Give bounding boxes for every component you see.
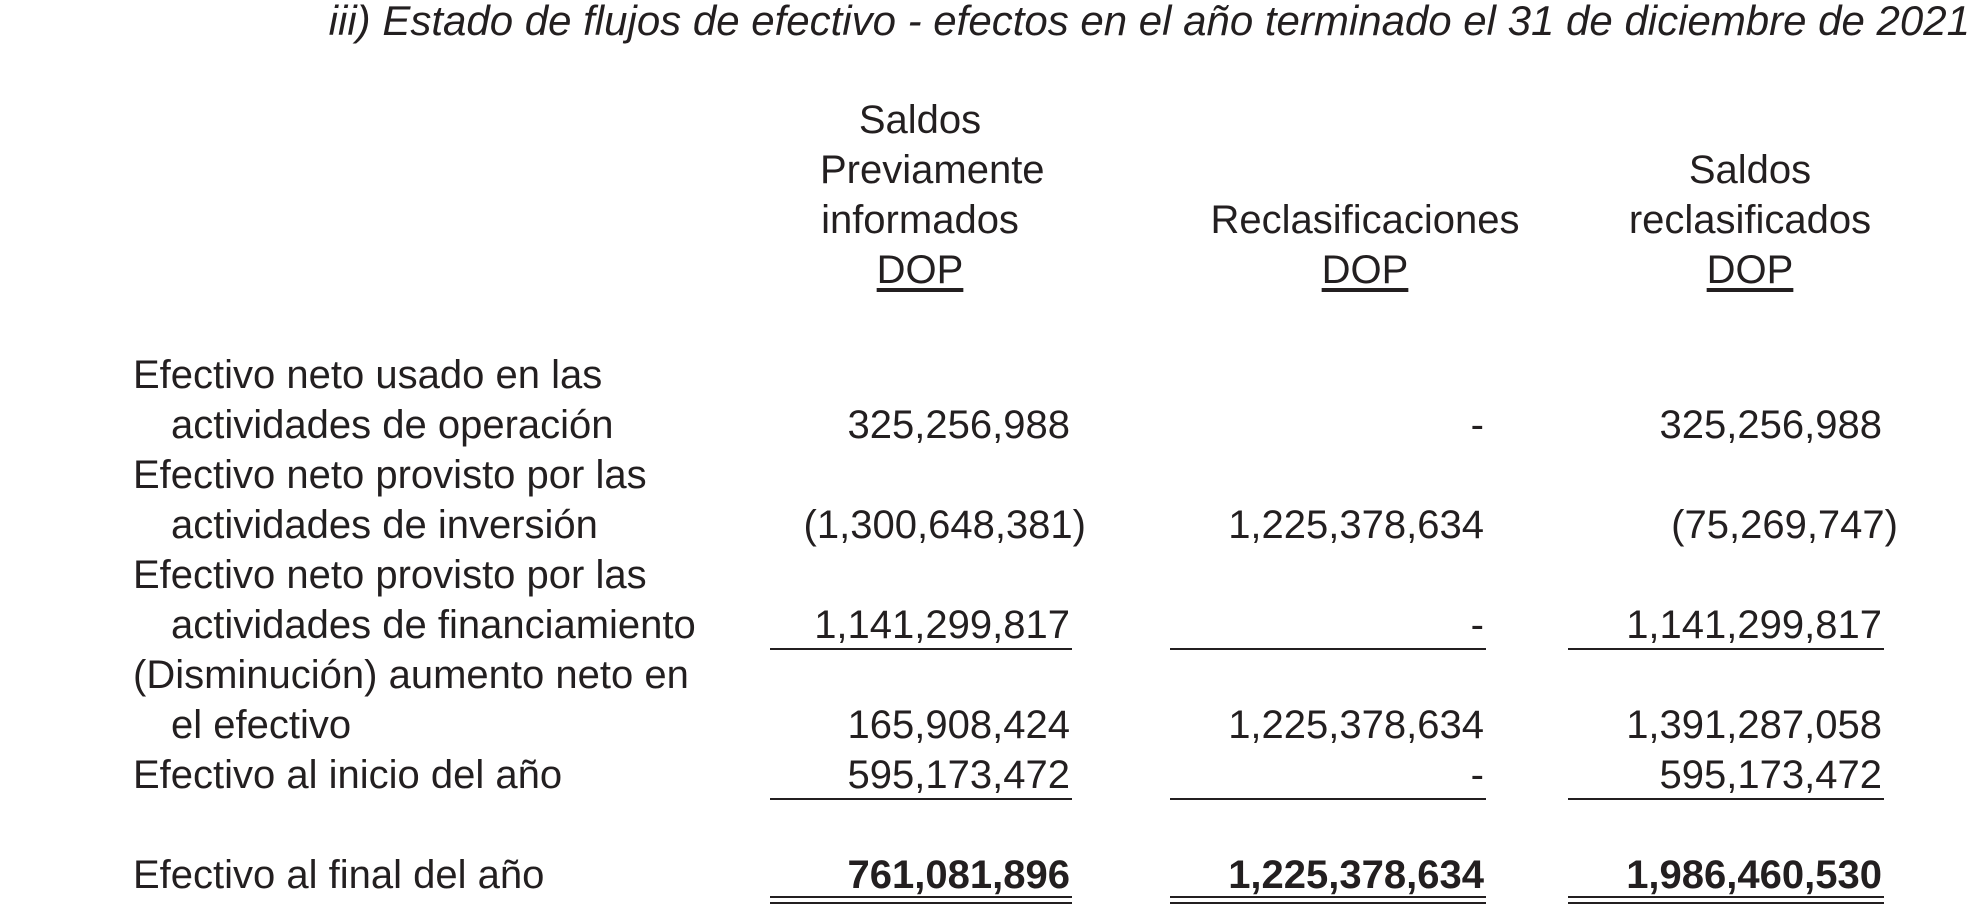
value-cell: 1,225,378,634 bbox=[1228, 503, 1484, 547]
statement-title: iii) Estado de flujos de efectivo - efectos en el año terminado el 31 de diciembre de 2021 bbox=[328, 0, 1970, 44]
column-currency: DOP bbox=[1321, 248, 1409, 292]
column-header-line: Previamente bbox=[820, 148, 1045, 192]
column-currency: DOP bbox=[1706, 248, 1794, 292]
total-double-rule bbox=[1170, 896, 1486, 904]
value-cell: 1,141,299,817 bbox=[814, 603, 1070, 647]
column-header-line: Saldos bbox=[1688, 148, 1812, 192]
subtotal-rule bbox=[1170, 798, 1486, 800]
value-cell: (75,269,747) bbox=[1671, 503, 1898, 547]
value-cell: (1,300,648,381) bbox=[803, 503, 1086, 547]
row-label-line: actividades de inversión bbox=[171, 503, 598, 547]
row-label-line: actividades de financiamiento bbox=[171, 603, 696, 647]
subtotal-rule bbox=[1170, 648, 1486, 650]
row-label-line: (Disminución) aumento neto en bbox=[133, 653, 689, 697]
total-double-rule bbox=[1568, 896, 1884, 904]
row-label-investing bbox=[133, 450, 647, 550]
column-header-line: informados bbox=[821, 198, 1019, 242]
total-value-cell: 761,081,896 bbox=[847, 853, 1070, 897]
column-header-line: Reclasificaciones bbox=[1210, 198, 1520, 242]
row-label-line: el efectivo bbox=[171, 703, 352, 747]
value-cell: - bbox=[1470, 753, 1484, 797]
total-double-rule bbox=[770, 896, 1072, 904]
subtotal-rule bbox=[770, 798, 1072, 800]
subtotal-rule bbox=[1568, 648, 1884, 650]
value-cell: 325,256,988 bbox=[847, 403, 1070, 447]
column-header-reclassifications bbox=[1200, 195, 1530, 295]
value-cell: - bbox=[1470, 603, 1484, 647]
row-label-line: Efectivo neto provisto por las bbox=[133, 453, 647, 497]
row-label-line: Efectivo neto provisto por las bbox=[133, 553, 647, 597]
row-label-line: actividades de operación bbox=[171, 403, 614, 447]
value-cell: 1,141,299,817 bbox=[1626, 603, 1882, 647]
value-cell: 1,391,287,058 bbox=[1626, 703, 1882, 747]
total-value-cell: 1,986,460,530 bbox=[1626, 853, 1882, 897]
column-currency: DOP bbox=[876, 248, 964, 292]
column-header-line: reclasificados bbox=[1628, 198, 1872, 242]
subtotal-rule bbox=[770, 648, 1072, 650]
value-cell: 595,173,472 bbox=[847, 753, 1070, 797]
value-cell: 165,908,424 bbox=[847, 703, 1070, 747]
column-header-previously-reported bbox=[820, 95, 1045, 295]
column-header-reclassified-balances bbox=[1600, 145, 1900, 295]
row-label-line: Efectivo al inicio del año bbox=[133, 753, 563, 797]
row-label-ending-cash bbox=[133, 850, 544, 900]
value-cell: 1,225,378,634 bbox=[1228, 703, 1484, 747]
row-label-net-change bbox=[133, 650, 689, 750]
row-label-line: Efectivo neto usado en las bbox=[133, 353, 603, 397]
subtotal-rule bbox=[1568, 798, 1884, 800]
row-label-line: Efectivo al final del año bbox=[133, 853, 545, 897]
total-value-cell: 1,225,378,634 bbox=[1228, 853, 1484, 897]
row-label-beginning-cash bbox=[133, 750, 562, 800]
value-cell: - bbox=[1470, 403, 1484, 447]
value-cell: 325,256,988 bbox=[1659, 403, 1882, 447]
value-cell: 595,173,472 bbox=[1659, 753, 1882, 797]
row-label-financing bbox=[133, 550, 696, 650]
column-header-line: Saldos bbox=[858, 98, 982, 142]
row-label-operating bbox=[133, 350, 614, 450]
